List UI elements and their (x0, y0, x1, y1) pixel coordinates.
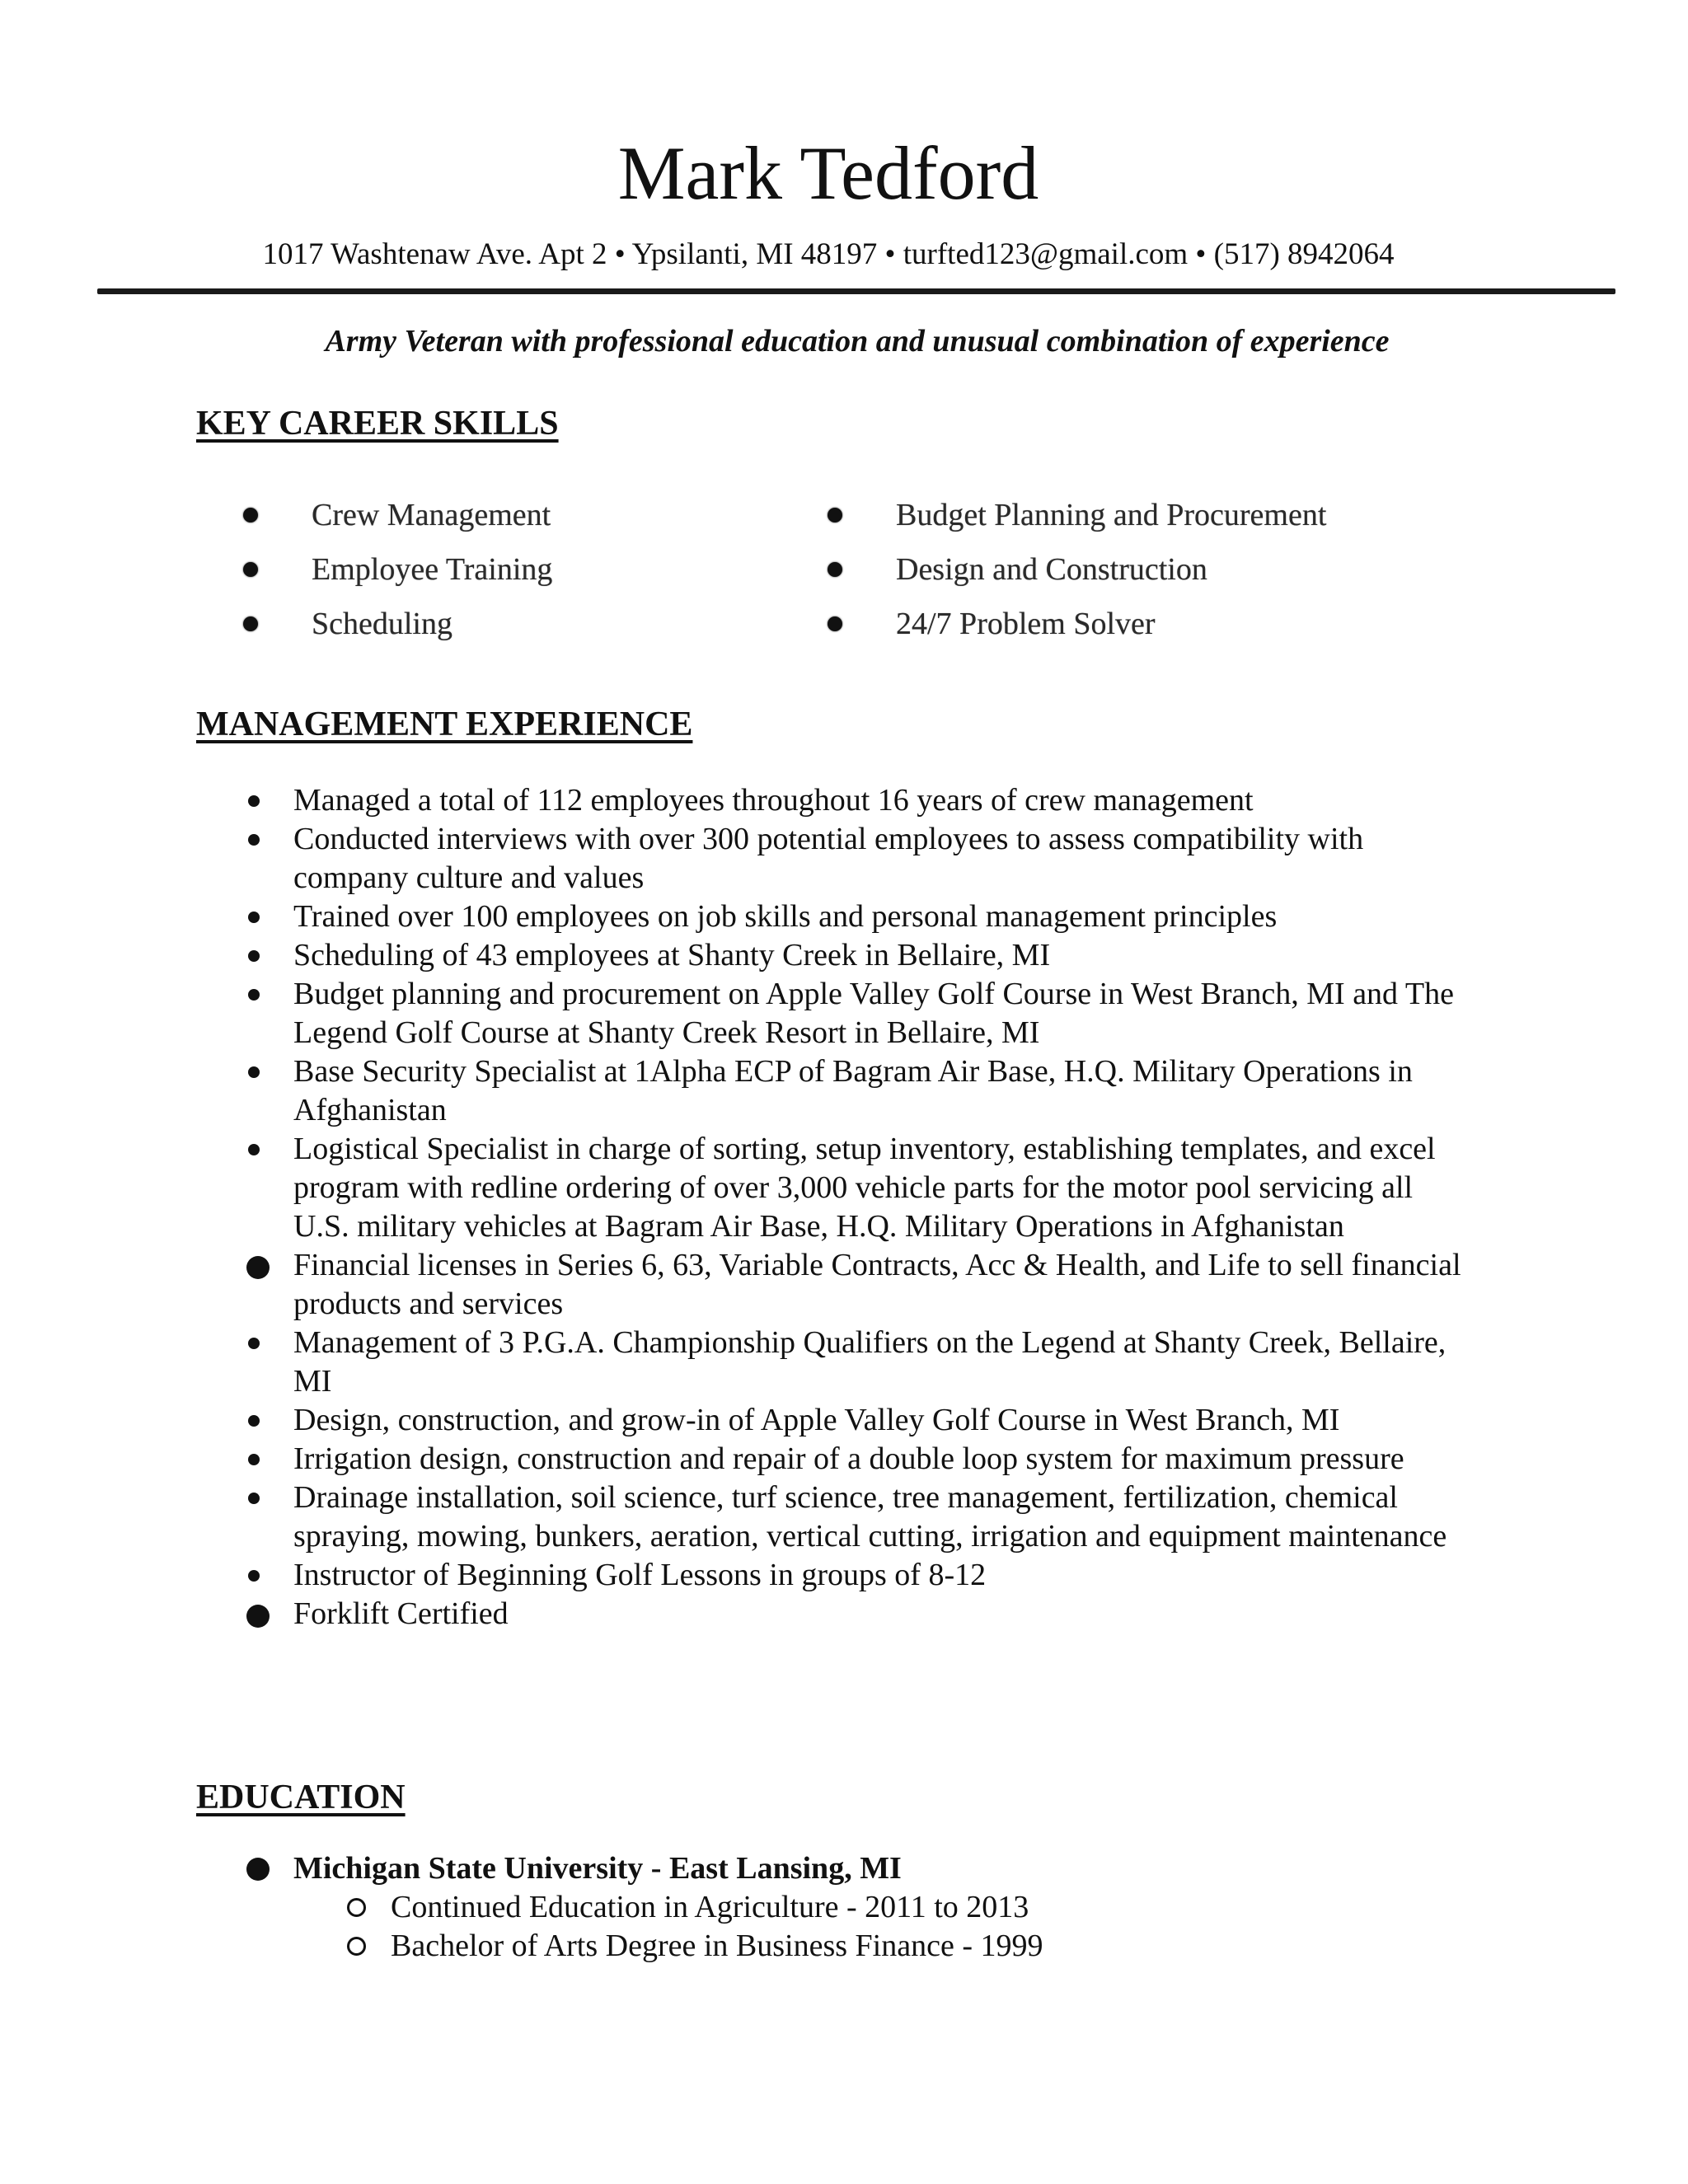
bullet-icon (246, 1605, 270, 1628)
list-item: Logistical Specialist in charge of sorting, setup inventory, establishing templates, and excel program with redline ordering of over 3,000 vehicle parts for the motor pool servicing all U.S. military vehicles at Bagram Air Base, H.Q. Military Operations in Afghanistan (0, 1130, 1688, 1246)
skill-bullet (243, 616, 258, 631)
skill-item: Design and Construction (896, 552, 1207, 587)
bullet-icon (248, 1570, 260, 1582)
skills-heading: KEY CAREER SKILLS (196, 405, 559, 443)
bullet-icon (248, 1493, 260, 1504)
list-item: Trained over 100 employees on job skills and personal management principles (0, 898, 1688, 936)
bullet-icon (248, 795, 260, 807)
list-item: Design, construction, and grow-in of Apple Valley Golf Course in West Branch, MI (0, 1401, 1688, 1440)
list-item: Financial licenses in Series 6, 63, Variable Contracts, Acc & Health, and Life to sell financial products and services (0, 1246, 1688, 1324)
bullet-icon (248, 950, 260, 962)
list-item: Drainage installation, soil science, turf science, tree management, fertilization, chemical spraying, mowing, bunkers, aeration, vertical cutting, irrigation and equipment maintenance (0, 1479, 1688, 1556)
list-item: Forklift Certified (0, 1595, 1688, 1633)
skill-bullet (243, 562, 258, 577)
resume-name: Mark Tedford (617, 131, 1039, 215)
skill-item: Crew Management (312, 498, 551, 532)
list-item: Instructor of Beginning Golf Lessons in groups of 8-12 (0, 1556, 1688, 1595)
list-item: Base Security Specialist at 1Alpha ECP of Bagram Air Base, H.Q. Military Operations in Afghanistan (0, 1052, 1688, 1130)
skill-item: Scheduling (312, 607, 452, 641)
education-detail: Bachelor of Arts Degree in Business Finance - 1999 (391, 1929, 1043, 1963)
circle-bullet-icon (347, 1898, 366, 1917)
skill-bullet (828, 562, 842, 577)
skill-item: 24/7 Problem Solver (896, 607, 1156, 641)
header-divider (97, 288, 1615, 294)
list-item: Managed a total of 112 employees throughout 16 years of crew management (0, 781, 1688, 820)
bullet-icon (248, 1144, 260, 1155)
circle-bullet-icon (347, 1937, 366, 1956)
list-item: Irrigation design, construction and repair of a double loop system for maximum pressure (0, 1440, 1688, 1479)
bullet-icon (248, 912, 260, 923)
education-detail: Continued Education in Agriculture - 2011 to 2013 (391, 1890, 1029, 1924)
tagline: Army Veteran with professional education and unusual combination of experience (325, 324, 1390, 359)
bullet-icon (248, 1415, 260, 1427)
skill-item: Budget Planning and Procurement (896, 498, 1327, 532)
bullet-icon (248, 1454, 260, 1465)
list-item: Budget planning and procurement on Apple Valley Golf Course in West Branch, MI and The Legend Golf Course at Shanty Creek Resort in Bellaire, MI (0, 975, 1688, 1052)
list-item: Management of 3 P.G.A. Championship Qualifiers on the Legend at Shanty Creek, Bellaire, MI (0, 1324, 1688, 1401)
bullet-icon (248, 989, 260, 1001)
list-item: Scheduling of 43 employees at Shanty Creek in Bellaire, MI (0, 936, 1688, 975)
bullet-icon (248, 1338, 260, 1349)
bullet-icon (246, 1858, 270, 1881)
experience-heading: MANAGEMENT EXPERIENCE (196, 705, 693, 743)
skill-bullet (828, 616, 842, 631)
contact-line: 1017 Washtenaw Ave. Apt 2 • Ypsilanti, MI 48197 • turfted123@gmail.com • (517) 8942064 (262, 237, 1395, 271)
bullet-icon (248, 834, 260, 846)
skill-bullet (243, 508, 258, 523)
education-school: Michigan State University - East Lansing, MI (293, 1851, 902, 1886)
experience-list (0, 781, 1688, 1633)
skill-item: Employee Training (312, 552, 553, 587)
bullet-icon (248, 1066, 260, 1078)
bullet-icon (246, 1256, 270, 1279)
skill-bullet (828, 508, 842, 523)
list-item: Conducted interviews with over 300 potential employees to assess compatibility with company culture and values (0, 820, 1688, 898)
education-heading: EDUCATION (196, 1779, 406, 1816)
